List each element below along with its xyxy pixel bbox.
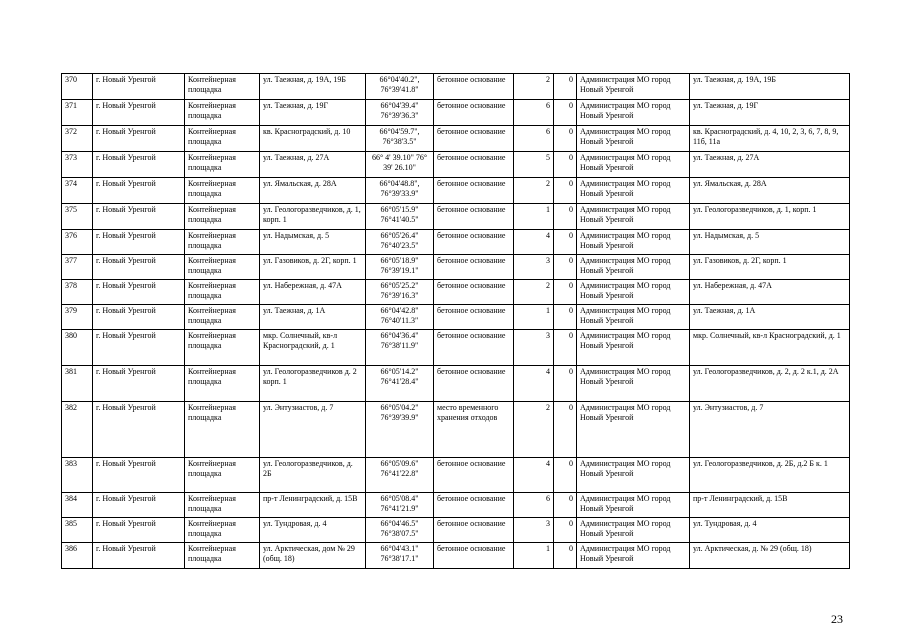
cell-surface: бетонное основание [434,204,514,230]
cell-city: г. Новый Уренгой [93,458,185,493]
cell-address: ул. Геологоразведчиков, д. 1, корп. 1 [260,204,366,230]
cell-coordinates: 66°04'43.1" 76°38'17.1" [366,543,434,569]
cell-extra-count: 0 [554,126,577,152]
cell-served-objects: пр-т Ленинградский, д. 15В [690,493,850,518]
table-row [62,204,850,230]
cell-surface: бетонное основание [434,543,514,569]
cell-extra-count: 0 [554,543,577,569]
cell-served-objects: ул. Таежная, д. 19А, 19Б [690,74,850,100]
cell-extra-count: 0 [554,493,577,518]
cell-number: 380 [62,330,93,366]
cell-number: 370 [62,74,93,100]
cell-extra-count: 0 [554,100,577,126]
cell-owner: Администрация МО город Новый Уренгой [577,543,690,569]
cell-surface: бетонное основание [434,126,514,152]
table-row [62,178,850,204]
cell-site-type: Контейнерная площадка [185,493,260,518]
container-sites-table [61,73,850,569]
cell-container-count: 2 [514,280,554,305]
cell-number: 383 [62,458,93,493]
cell-owner: Администрация МО город Новый Уренгой [577,305,690,330]
table-row [62,330,850,366]
cell-number: 377 [62,255,93,280]
cell-address: кв. Красноградский, д. 10 [260,126,366,152]
cell-coordinates: 66°05'25.2" 76°39'16.3" [366,280,434,305]
cell-container-count: 3 [514,518,554,543]
cell-site-type: Контейнерная площадка [185,255,260,280]
cell-address: ул. Набережная, д. 47А [260,280,366,305]
cell-number: 371 [62,100,93,126]
cell-served-objects: ул. Геологоразведчиков, д. 2Б, д.2 Б к. 1 [690,458,850,493]
cell-container-count: 1 [514,305,554,330]
cell-owner: Администрация МО город Новый Уренгой [577,458,690,493]
cell-number: 381 [62,366,93,402]
cell-number: 372 [62,126,93,152]
cell-city: г. Новый Уренгой [93,100,185,126]
cell-city: г. Новый Уренгой [93,402,185,458]
cell-number: 385 [62,518,93,543]
cell-city: г. Новый Уренгой [93,178,185,204]
table-row [62,230,850,255]
cell-address: ул. Таежная, д. 27А [260,152,366,178]
cell-container-count: 4 [514,366,554,402]
cell-address: мкр. Солнечный, кв-л Красноградский, д. 1 [260,330,366,366]
cell-container-count: 5 [514,152,554,178]
cell-coordinates: 66°05'15.9" 76°41'40.5" [366,204,434,230]
cell-container-count: 1 [514,204,554,230]
cell-number: 378 [62,280,93,305]
cell-site-type: Контейнерная площадка [185,330,260,366]
cell-served-objects: ул. Таежная, д. 1А [690,305,850,330]
cell-site-type: Контейнерная площадка [185,518,260,543]
cell-owner: Администрация МО город Новый Уренгой [577,366,690,402]
cell-coordinates: 66°04'39.4" 76°39'36.3" [366,100,434,126]
cell-city: г. Новый Уренгой [93,255,185,280]
cell-surface: бетонное основание [434,493,514,518]
cell-container-count: 2 [514,178,554,204]
cell-served-objects: ул. Тундровая, д. 4 [690,518,850,543]
cell-number: 379 [62,305,93,330]
cell-city: г. Новый Уренгой [93,204,185,230]
cell-owner: Администрация МО город Новый Уренгой [577,493,690,518]
page-number: 23 [831,612,843,626]
cell-owner: Администрация МО город Новый Уренгой [577,126,690,152]
cell-number: 382 [62,402,93,458]
table-row [62,493,850,518]
table-row [62,402,850,458]
cell-surface: бетонное основание [434,152,514,178]
cell-number: 376 [62,230,93,255]
cell-coordinates: 66°04'48.8", 76°39'33.9" [366,178,434,204]
cell-coordinates: 66°04'40.2", 76°39'41.8" [366,74,434,100]
cell-coordinates: 66°05'14.2" 76°41'28.4" [366,366,434,402]
cell-served-objects: ул. Таежная, д. 27А [690,152,850,178]
cell-surface: бетонное основание [434,178,514,204]
table-row [62,366,850,402]
table-row [62,543,850,569]
cell-served-objects: ул. Ямальская, д. 28А [690,178,850,204]
cell-extra-count: 0 [554,204,577,230]
cell-container-count: 6 [514,100,554,126]
cell-city: г. Новый Уренгой [93,366,185,402]
cell-city: г. Новый Уренгой [93,493,185,518]
cell-site-type: Контейнерная площадка [185,458,260,493]
cell-extra-count: 0 [554,458,577,493]
cell-container-count: 6 [514,126,554,152]
cell-site-type: Контейнерная площадка [185,204,260,230]
cell-extra-count: 0 [554,366,577,402]
cell-container-count: 1 [514,543,554,569]
table-body [62,74,850,569]
cell-site-type: Контейнерная площадка [185,402,260,458]
cell-address: ул. Ямальская, д. 28А [260,178,366,204]
cell-served-objects: ул. Геологоразведчиков, д. 2, д. 2 к.1, д. 2А [690,366,850,402]
cell-site-type: Контейнерная площадка [185,152,260,178]
cell-container-count: 6 [514,493,554,518]
cell-owner: Администрация МО город Новый Уренгой [577,280,690,305]
cell-surface: бетонное основание [434,230,514,255]
cell-coordinates: 66°05'26.4" 76°40'23.5" [366,230,434,255]
cell-extra-count: 0 [554,74,577,100]
cell-served-objects: ул. Надымская, д. 5 [690,230,850,255]
cell-site-type: Контейнерная площадка [185,74,260,100]
cell-owner: Администрация МО город Новый Уренгой [577,255,690,280]
cell-container-count: 2 [514,402,554,458]
cell-coordinates: 66°05'09.6" 76°41'22.8" [366,458,434,493]
cell-extra-count: 0 [554,330,577,366]
cell-surface: бетонное основание [434,100,514,126]
cell-owner: Администрация МО город Новый Уренгой [577,74,690,100]
cell-address: ул. Геологоразведчиков д. 2 корп. 1 [260,366,366,402]
cell-site-type: Контейнерная площадка [185,543,260,569]
cell-number: 386 [62,543,93,569]
cell-surface: бетонное основание [434,458,514,493]
table-row [62,152,850,178]
cell-owner: Администрация МО город Новый Уренгой [577,178,690,204]
cell-container-count: 2 [514,74,554,100]
cell-city: г. Новый Уренгой [93,126,185,152]
cell-owner: Администрация МО город Новый Уренгой [577,100,690,126]
cell-address: ул. Энтузиастов, д. 7 [260,402,366,458]
cell-served-objects: ул. Арктическая, д. № 29 (общ. 18) [690,543,850,569]
cell-address: ул. Надымская, д. 5 [260,230,366,255]
cell-number: 375 [62,204,93,230]
table-row [62,100,850,126]
cell-city: г. Новый Уренгой [93,305,185,330]
cell-surface: бетонное основание [434,518,514,543]
cell-extra-count: 0 [554,230,577,255]
cell-coordinates: 66°04'42.8" 76°40'11.3" [366,305,434,330]
table-row [62,280,850,305]
cell-served-objects: ул. Набережная, д. 47А [690,280,850,305]
cell-surface: бетонное основание [434,366,514,402]
cell-owner: Администрация МО город Новый Уренгой [577,330,690,366]
cell-owner: Администрация МО город Новый Уренгой [577,230,690,255]
cell-coordinates: 66°04'59.7", 76°38'3.5" [366,126,434,152]
cell-surface: бетонное основание [434,280,514,305]
cell-served-objects: кв. Красноградский, д. 4, 10, 2, 3, 6, 7, 8, 9, 11б, 11а [690,126,850,152]
cell-city: г. Новый Уренгой [93,152,185,178]
cell-number: 384 [62,493,93,518]
cell-coordinates: 66°04'46.5" 76°38'07.5" [366,518,434,543]
cell-city: г. Новый Уренгой [93,230,185,255]
cell-owner: Администрация МО город Новый Уренгой [577,518,690,543]
cell-address: ул. Газовиков, д. 2Г, корп. 1 [260,255,366,280]
cell-container-count: 4 [514,230,554,255]
table-row [62,74,850,100]
cell-site-type: Контейнерная площадка [185,305,260,330]
cell-owner: Администрация МО город Новый Уренгой [577,152,690,178]
cell-extra-count: 0 [554,152,577,178]
cell-city: г. Новый Уренгой [93,74,185,100]
cell-extra-count: 0 [554,305,577,330]
cell-extra-count: 0 [554,178,577,204]
cell-owner: Администрация МО город Новый Уренгой [577,402,690,458]
cell-city: г. Новый Уренгой [93,280,185,305]
cell-served-objects: ул. Геологоразведчиков, д. 1, корп. 1 [690,204,850,230]
cell-extra-count: 0 [554,280,577,305]
cell-container-count: 3 [514,330,554,366]
cell-address: ул. Арктическая, дом № 29 (общ. 18) [260,543,366,569]
cell-site-type: Контейнерная площадка [185,280,260,305]
cell-surface: бетонное основание [434,305,514,330]
cell-site-type: Контейнерная площадка [185,230,260,255]
table-row [62,126,850,152]
cell-site-type: Контейнерная площадка [185,100,260,126]
cell-address: ул. Таежная, д. 19Г [260,100,366,126]
cell-address: ул. Таежная, д. 1А [260,305,366,330]
table-row [62,305,850,330]
cell-address: пр-т Ленинградский, д. 15В [260,493,366,518]
cell-coordinates: 66°05'18.9" 76°39'19.1" [366,255,434,280]
cell-extra-count: 0 [554,518,577,543]
table-row [62,518,850,543]
cell-site-type: Контейнерная площадка [185,366,260,402]
cell-site-type: Контейнерная площадка [185,178,260,204]
cell-served-objects: мкр. Солнечный, кв-л Красноградский, д. 1 [690,330,850,366]
cell-site-type: Контейнерная площадка [185,126,260,152]
cell-number: 373 [62,152,93,178]
cell-surface: место временного хранения отходов [434,402,514,458]
cell-city: г. Новый Уренгой [93,330,185,366]
cell-surface: бетонное основание [434,330,514,366]
cell-container-count: 3 [514,255,554,280]
cell-served-objects: ул. Газовиков, д. 2Г, корп. 1 [690,255,850,280]
cell-served-objects: ул. Таежная, д. 19Г [690,100,850,126]
cell-owner: Администрация МО город Новый Уренгой [577,204,690,230]
cell-served-objects: ул. Энтузиастов, д. 7 [690,402,850,458]
cell-surface: бетонное основание [434,74,514,100]
table-row [62,458,850,493]
cell-address: ул. Геологоразведчиков, д. 2Б [260,458,366,493]
cell-city: г. Новый Уренгой [93,543,185,569]
cell-extra-count: 0 [554,255,577,280]
cell-city: г. Новый Уренгой [93,518,185,543]
cell-coordinates: 66°04'36.4" 76°38'11.9" [366,330,434,366]
cell-surface: бетонное основание [434,255,514,280]
cell-coordinates: 66°05'08.4" 76°41'21.9" [366,493,434,518]
cell-coordinates: 66°05'04.2" 76°39'39.9" [366,402,434,458]
cell-address: ул. Тундровая, д. 4 [260,518,366,543]
cell-container-count: 4 [514,458,554,493]
cell-number: 374 [62,178,93,204]
cell-coordinates: 66° 4' 39.10" 76° 39' 26.10" [366,152,434,178]
cell-address: ул. Таежная, д. 19А, 19Б [260,74,366,100]
table-row [62,255,850,280]
cell-extra-count: 0 [554,402,577,458]
